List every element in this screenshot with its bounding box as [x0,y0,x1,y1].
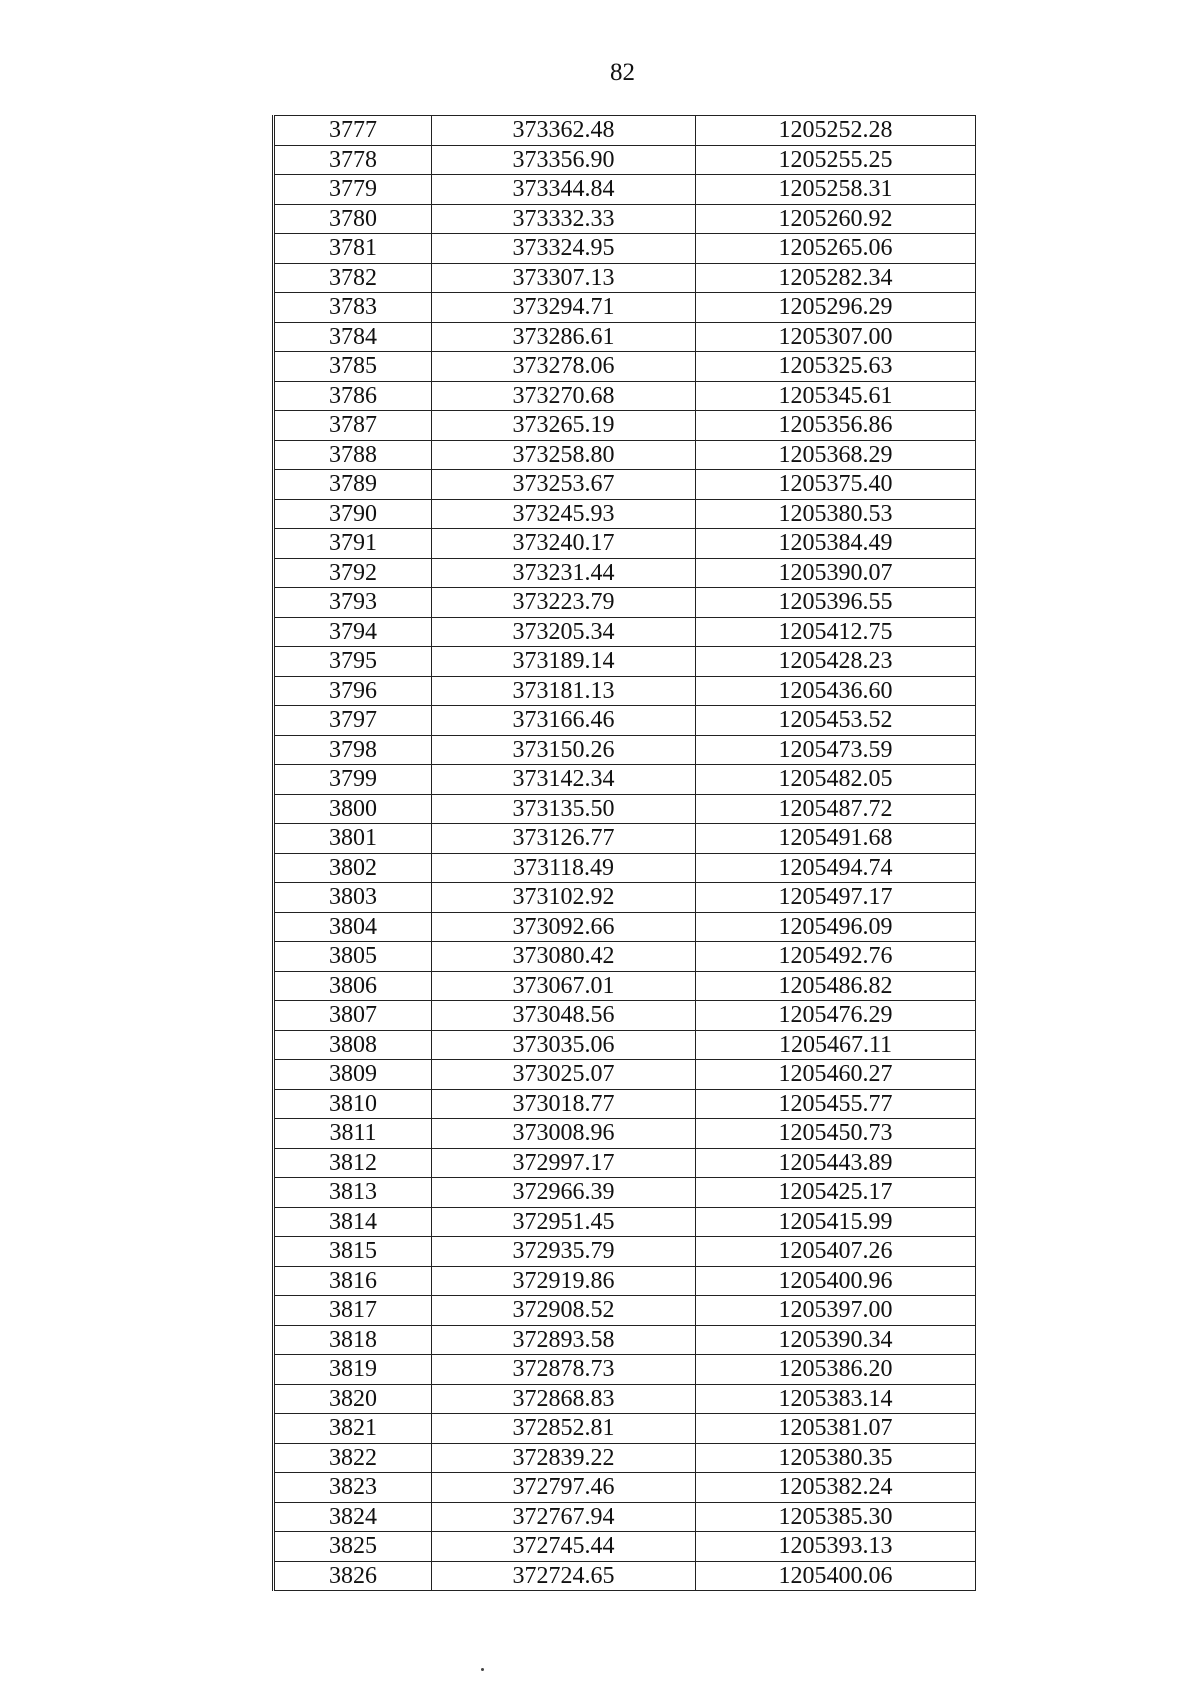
point-number-cell: 3811 [274,1119,432,1149]
table-row [274,440,976,470]
table-row [274,765,976,795]
point-number-cell: 3791 [274,529,432,559]
table-row [274,1089,976,1119]
point-number-cell: 3785 [274,352,432,382]
table-body [274,116,976,1591]
y-coordinate-cell: 1205282.34 [696,263,976,293]
point-number-cell: 3817 [274,1296,432,1326]
table-row [274,499,976,529]
point-number-cell: 3795 [274,647,432,677]
y-coordinate-cell: 1205386.20 [696,1355,976,1385]
x-coordinate-cell: 372935.79 [432,1237,696,1267]
x-coordinate-cell: 373258.80 [432,440,696,470]
table-row [274,145,976,175]
table-row [274,322,976,352]
x-coordinate-cell: 372767.94 [432,1502,696,1532]
point-number-cell: 3788 [274,440,432,470]
table-row [274,706,976,736]
y-coordinate-cell: 1205381.07 [696,1414,976,1444]
y-coordinate-cell: 1205494.74 [696,853,976,883]
point-number-cell: 3780 [274,204,432,234]
y-coordinate-cell: 1205486.82 [696,971,976,1001]
y-coordinate-cell: 1205492.76 [696,942,976,972]
table-row [274,942,976,972]
table-row [274,1119,976,1149]
y-coordinate-cell: 1205450.73 [696,1119,976,1149]
table-row [274,912,976,942]
y-coordinate-cell: 1205396.55 [696,588,976,618]
x-coordinate-cell: 373278.06 [432,352,696,382]
table-row [274,1001,976,1031]
x-coordinate-cell: 373245.93 [432,499,696,529]
x-coordinate-cell: 373324.95 [432,234,696,264]
x-coordinate-cell: 373142.34 [432,765,696,795]
scan-speck [481,1668,484,1671]
y-coordinate-cell: 1205380.53 [696,499,976,529]
table-row [274,971,976,1001]
table-row [274,1443,976,1473]
x-coordinate-cell: 372893.58 [432,1325,696,1355]
point-number-cell: 3819 [274,1355,432,1385]
point-number-cell: 3784 [274,322,432,352]
x-coordinate-cell: 373080.42 [432,942,696,972]
y-coordinate-cell: 1205307.00 [696,322,976,352]
table-row [274,647,976,677]
page-number: 82 [610,59,635,86]
y-coordinate-cell: 1205393.13 [696,1532,976,1562]
y-coordinate-cell: 1205383.14 [696,1384,976,1414]
y-coordinate-cell: 1205400.96 [696,1266,976,1296]
x-coordinate-cell: 372919.86 [432,1266,696,1296]
y-coordinate-cell: 1205453.52 [696,706,976,736]
point-number-cell: 3779 [274,175,432,205]
x-coordinate-cell: 373231.44 [432,558,696,588]
y-coordinate-cell: 1205425.17 [696,1178,976,1208]
y-coordinate-cell: 1205325.63 [696,352,976,382]
point-number-cell: 3806 [274,971,432,1001]
table-row [274,1502,976,1532]
point-number-cell: 3815 [274,1237,432,1267]
table-row [274,234,976,264]
point-number-cell: 3789 [274,470,432,500]
point-number-cell: 3812 [274,1148,432,1178]
point-number-cell: 3794 [274,617,432,647]
table-row [274,1561,976,1591]
table-row [274,1178,976,1208]
point-number-cell: 3781 [274,234,432,264]
table-row [274,1384,976,1414]
table-row [274,1532,976,1562]
x-coordinate-cell: 373344.84 [432,175,696,205]
x-coordinate-cell: 373102.92 [432,883,696,913]
x-coordinate-cell: 373166.46 [432,706,696,736]
x-coordinate-cell: 373018.77 [432,1089,696,1119]
x-coordinate-cell: 373025.07 [432,1060,696,1090]
x-coordinate-cell: 373189.14 [432,647,696,677]
y-coordinate-cell: 1205296.29 [696,293,976,323]
y-coordinate-cell: 1205412.75 [696,617,976,647]
table-row [274,411,976,441]
point-number-cell: 3790 [274,499,432,529]
point-number-cell: 3807 [274,1001,432,1031]
table-row [274,1030,976,1060]
point-number-cell: 3777 [274,116,432,146]
y-coordinate-cell: 1205375.40 [696,470,976,500]
x-coordinate-cell: 373294.71 [432,293,696,323]
x-coordinate-cell: 373286.61 [432,322,696,352]
y-coordinate-cell: 1205258.31 [696,175,976,205]
y-coordinate-cell: 1205252.28 [696,116,976,146]
y-coordinate-cell: 1205455.77 [696,1089,976,1119]
table-row [274,794,976,824]
table-row [274,824,976,854]
table-row [274,263,976,293]
table-row [274,1325,976,1355]
table-row [274,293,976,323]
y-coordinate-cell: 1205476.29 [696,1001,976,1031]
point-number-cell: 3814 [274,1207,432,1237]
point-number-cell: 3778 [274,145,432,175]
table-row [274,676,976,706]
point-number-cell: 3802 [274,853,432,883]
point-number-cell: 3799 [274,765,432,795]
point-number-cell: 3792 [274,558,432,588]
table-row [274,1237,976,1267]
point-number-cell: 3796 [274,676,432,706]
table-row [274,470,976,500]
x-coordinate-cell: 373362.48 [432,116,696,146]
point-number-cell: 3821 [274,1414,432,1444]
x-coordinate-cell: 373265.19 [432,411,696,441]
x-coordinate-cell: 373092.66 [432,912,696,942]
table-row [274,1355,976,1385]
y-coordinate-cell: 1205497.17 [696,883,976,913]
point-number-cell: 3810 [274,1089,432,1119]
point-number-cell: 3824 [274,1502,432,1532]
point-number-cell: 3782 [274,263,432,293]
y-coordinate-cell: 1205467.11 [696,1030,976,1060]
point-number-cell: 3804 [274,912,432,942]
x-coordinate-cell: 372951.45 [432,1207,696,1237]
x-coordinate-cell: 372997.17 [432,1148,696,1178]
y-coordinate-cell: 1205436.60 [696,676,976,706]
x-coordinate-cell: 373035.06 [432,1030,696,1060]
table-row [274,1148,976,1178]
table-row [274,1266,976,1296]
y-coordinate-cell: 1205384.49 [696,529,976,559]
y-coordinate-cell: 1205400.06 [696,1561,976,1591]
x-coordinate-cell: 373205.34 [432,617,696,647]
point-number-cell: 3793 [274,588,432,618]
y-coordinate-cell: 1205260.92 [696,204,976,234]
y-coordinate-cell: 1205407.26 [696,1237,976,1267]
x-coordinate-cell: 373253.67 [432,470,696,500]
point-number-cell: 3809 [274,1060,432,1090]
x-coordinate-cell: 373181.13 [432,676,696,706]
table-row [274,1207,976,1237]
y-coordinate-cell: 1205482.05 [696,765,976,795]
table-row [274,529,976,559]
y-coordinate-cell: 1205428.23 [696,647,976,677]
point-number-cell: 3823 [274,1473,432,1503]
point-number-cell: 3808 [274,1030,432,1060]
table-row [274,1414,976,1444]
x-coordinate-cell: 373126.77 [432,824,696,854]
table-row [274,853,976,883]
x-coordinate-cell: 372839.22 [432,1443,696,1473]
x-coordinate-cell: 373270.68 [432,381,696,411]
x-coordinate-cell: 372852.81 [432,1414,696,1444]
y-coordinate-cell: 1205265.06 [696,234,976,264]
table-row [274,352,976,382]
y-coordinate-cell: 1205380.35 [696,1443,976,1473]
x-coordinate-cell: 372868.83 [432,1384,696,1414]
point-number-cell: 3800 [274,794,432,824]
point-number-cell: 3787 [274,411,432,441]
x-coordinate-cell: 373067.01 [432,971,696,1001]
point-number-cell: 3822 [274,1443,432,1473]
table-row [274,204,976,234]
x-coordinate-cell: 373356.90 [432,145,696,175]
x-coordinate-cell: 373240.17 [432,529,696,559]
y-coordinate-cell: 1205443.89 [696,1148,976,1178]
x-coordinate-cell: 372797.46 [432,1473,696,1503]
y-coordinate-cell: 1205415.99 [696,1207,976,1237]
table-row [274,558,976,588]
point-number-cell: 3820 [274,1384,432,1414]
x-coordinate-cell: 372908.52 [432,1296,696,1326]
y-coordinate-cell: 1205397.00 [696,1296,976,1326]
point-number-cell: 3801 [274,824,432,854]
y-coordinate-cell: 1205496.09 [696,912,976,942]
table-row [274,1060,976,1090]
y-coordinate-cell: 1205487.72 [696,794,976,824]
x-coordinate-cell: 373150.26 [432,735,696,765]
table-row [274,1473,976,1503]
x-coordinate-cell: 372878.73 [432,1355,696,1385]
table-row [274,588,976,618]
y-coordinate-cell: 1205390.34 [696,1325,976,1355]
x-coordinate-cell: 373135.50 [432,794,696,824]
point-number-cell: 3786 [274,381,432,411]
table-row [274,617,976,647]
y-coordinate-cell: 1205460.27 [696,1060,976,1090]
table-row [274,116,976,146]
y-coordinate-cell: 1205345.61 [696,381,976,411]
table-row [274,1296,976,1326]
x-coordinate-cell: 372745.44 [432,1532,696,1562]
point-number-cell: 3797 [274,706,432,736]
y-coordinate-cell: 1205356.86 [696,411,976,441]
y-coordinate-cell: 1205382.24 [696,1473,976,1503]
y-coordinate-cell: 1205473.59 [696,735,976,765]
point-number-cell: 3826 [274,1561,432,1591]
table-row [274,175,976,205]
point-number-cell: 3813 [274,1178,432,1208]
x-coordinate-cell: 373048.56 [432,1001,696,1031]
x-coordinate-cell: 373307.13 [432,263,696,293]
y-coordinate-cell: 1205390.07 [696,558,976,588]
x-coordinate-cell: 373008.96 [432,1119,696,1149]
coordinates-table [272,115,976,1591]
y-coordinate-cell: 1205255.25 [696,145,976,175]
y-coordinate-cell: 1205385.30 [696,1502,976,1532]
point-number-cell: 3803 [274,883,432,913]
table-row [274,381,976,411]
x-coordinate-cell: 373223.79 [432,588,696,618]
table-row [274,735,976,765]
y-coordinate-cell: 1205368.29 [696,440,976,470]
x-coordinate-cell: 373118.49 [432,853,696,883]
point-number-cell: 3818 [274,1325,432,1355]
point-number-cell: 3816 [274,1266,432,1296]
point-number-cell: 3825 [274,1532,432,1562]
x-coordinate-cell: 372724.65 [432,1561,696,1591]
table-row [274,883,976,913]
point-number-cell: 3798 [274,735,432,765]
point-number-cell: 3805 [274,942,432,972]
point-number-cell: 3783 [274,293,432,323]
y-coordinate-cell: 1205491.68 [696,824,976,854]
x-coordinate-cell: 372966.39 [432,1178,696,1208]
x-coordinate-cell: 373332.33 [432,204,696,234]
